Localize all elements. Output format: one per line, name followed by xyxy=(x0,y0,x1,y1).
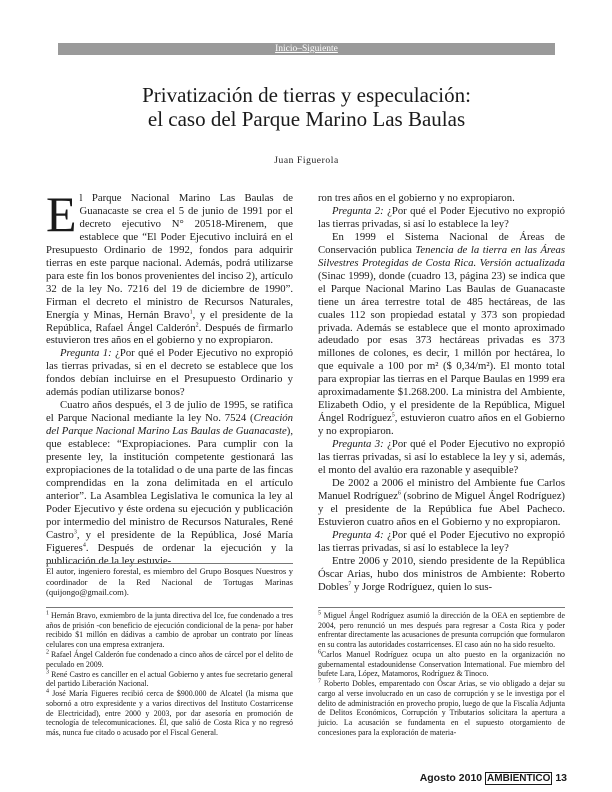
author-note: El autor, ingeniero forestal, es miembro del Grupo Bosques Nuestros y coordinador de la Red Nacional de Tortugas Marinas (quijongo@gmail.com). xyxy=(46,566,293,598)
navigation-bar xyxy=(58,43,555,55)
footnotes-divider-left xyxy=(46,607,293,608)
footnote: $^1$ Hernán Bravo, exmiembro de la junta directiva del Ice, fue condenado a tres años de prisión -con beneficio de ejecución condicional de la pena- por haber recibido $1 millón en dádivas a cambio de aprobar un contrato por líneas celulares con una empresa extranjera. xyxy=(46,610,293,650)
title-line-1: Privatización de tierras y especulación: xyxy=(142,83,471,107)
issue-date: Agosto 2010 xyxy=(419,772,483,784)
paragraph: El Parque Nacional Marino Las Baulas de Guanacaste se crea el 5 de junio de 1991 por el decreto ejecutivo N° 20518-Mirenem, que establece que “El Poder Ejecutivo incluirá en el Presupuesto Ordinario de 1992, fondos para adquirir tierras en este parque nacional. Además, podrá utilizarse para este fin los bonos provenientes del inciso 2), artículo 32 de la ley No. 7216 del 19 de diciembre de 1990”. Firman el decreto el ministro de Recursos Naturales, Energía y Minas, Hernán Bravo$^1$, y el presidente de la República, Rafael Ángel Calderón$^2$. Después de firmarlo estuvieron tres años en el gobierno y no expropiaron. xyxy=(46,186,293,347)
paragraph: Cuatro años después, el 3 de julio de 1995, se ratifica el Parque Nacional mediante la ley No. 7524 (Creación del Parque Nacional Marino Las Baulas de Guanacaste), que establece: “Expropiaciones. Para cumplir con la presente ley, la institución competente gestionará las expropiaciones de la totalidad o de una parte de las fincas comprendidas en la zona delimitada en el artículo anterior”. La Asamblea Legislativa le comunica la ley al Poder Ejecutivo y éste ordena su ejecución y publicación por intermedio del ministro de Recursos Naturales, René Castro$^3$, y el presidente de la República, José María Figueres$^4$. Después de ordenar la ejecución y la publicación de la ley estuvie- xyxy=(46,399,293,567)
footnote: $^2$ Rafael Ángel Calderón fue condenado a cinco años de cárcel por el delito de peculado en 2009. xyxy=(46,649,293,669)
right-column xyxy=(318,192,565,594)
drop-cap: E xyxy=(46,186,77,242)
question-paragraph: Pregunta 3: ¿Por qué el Poder Ejecutivo no expropió las tierras privadas, si así lo establece la ley y si, además, el monto del avalúo era razonable y asequible? xyxy=(318,438,566,477)
paragraph: En 1999 el Sistema Nacional de Áreas de Conservación publica Tenencia de la tierra en las Áreas Silvestres Protegidas de Costa Rica. Versión actualizada (Sinac 1999), donde (cuadro 13, página 23) se indica que el Parque Nacional Marino Las Baulas de Guanacaste tiene un área terrestre total de 485 hectáreas, de las cuales 112 son propiedad estatal y 373 son propiedad privada. Además se establece que el monto aproximado adeudado por esas 373 hectáreas privadas es 373 millones de colones, es decir, 1 millón por hectárea, lo que equivale a 100 por m² ($ 0,34/m²). El monto total para expropiar las tierras en el Parque Baulas en 1999 era aproximadamente $1.268.200. La ministra del Ambiente, Elizabeth Odio, y el presidente de la República, Miguel Ángel Rodríguez$^5$, estuvieron cuatro años en el Gobierno y no expropiaron. xyxy=(318,230,566,438)
title-line-2: el caso del Parque Marino Las Baulas xyxy=(147,107,466,131)
question-paragraph: Pregunta 4: ¿Por qué el Poder Ejecutivo no expropió las tierras privadas, si así lo establece la ley? xyxy=(318,528,566,554)
footnotes-divider-right xyxy=(318,607,565,608)
question-paragraph: Pregunta 1: ¿Por qué el Poder Ejecutivo no expropió las tierras privadas, si en el decreto se establece que los fondos debían incluirse en el Presupuesto Ordinario y además podían utilizarse bonos? xyxy=(46,347,294,399)
question-paragraph: Pregunta 2: ¿Por qué el Poder Ejecutivo no expropió las tierras privadas, si así lo establece la ley? xyxy=(318,204,566,230)
footnote: $^6$Carlos Manuel Rodríguez ocupa un alto puesto en la organización no gubernamental estadounidense Conservation International. Fue miembro del bufete Lara, López, Matamoros, Rodríguez & Tinoco. xyxy=(318,649,565,679)
page-number: 13 xyxy=(555,772,567,784)
paragraph: Entre 2006 y 2010, siendo presidente de la República Óscar Arias, hubo dos ministros de Ambiente: Roberto Dobles$^7$ y Jorge Rodríguez, quien lo sus- xyxy=(318,554,565,593)
footnotes-right xyxy=(318,611,565,738)
author-name: Juan Figuerola xyxy=(274,156,339,166)
magazine-name: AMBIENTICO xyxy=(487,773,551,784)
footnote: $^3$ René Castro es canciller en el actual Gobierno y antes fue secretario general del partido Liberación Nacional. xyxy=(46,668,293,689)
footnote: $^7$ Roberto Dobles, emparentado con Óscar Arias, se vio obligado a dejar su cargo al verse involucrado en un caso de corrupción y se le investiga por el delito de administración en provecho propio, luego de que la Fiscalía Adjunta de Delitos Económicos, Corrupción y Tributarios solicitara la apertura a juicio. La acusación se fundamenta en el supuesto otorgamiento de concesiones para la exploración de materia- xyxy=(318,678,565,737)
footnote: $^5$ Miguel Ángel Rodríguez asumió la dirección de la OEA en septiembre de 2004, pero renunció un mes después para regresar a Costa Rica y poder enfrentar directamente las acusaciones de presunta corrupción que formularon en su contra las autoridades costarricenses. El caso aún no ha sido resuelto. xyxy=(318,610,565,650)
paragraph: De 2002 a 2006 el ministro del Ambiente fue Carlos Manuel Rodríguez$^6$ (sobrino de Miguel Ángel Rodríguez) y el presidente de la República fue Abel Pacheco. Estuvieron cuatro años en el Gobierno y no expropiaron. xyxy=(318,476,565,528)
left-column xyxy=(46,186,294,568)
nav-link[interactable]: Inicio–Siguiente xyxy=(275,44,338,54)
footnotes-left xyxy=(46,611,293,738)
article-title xyxy=(58,83,555,131)
page-footer xyxy=(391,772,567,784)
paragraph: ron tres años en el gobierno y no expropiaron. xyxy=(318,192,515,204)
author-note-divider xyxy=(46,563,293,564)
footnote: $^4$ José María Figueres recibió cerca de $900.000 de Alcatel (la misma que sobornó a otro expresidente y a varios directivos del Instituto Costarricense de Electricidad), entre 2000 y 2003, por dar asesoría en promoción de tecnología de telecomunicaciones. Él, que salió de Costa Rica y no regresó más, nunca fue citado o acusado por el Fiscal General. xyxy=(46,688,293,737)
